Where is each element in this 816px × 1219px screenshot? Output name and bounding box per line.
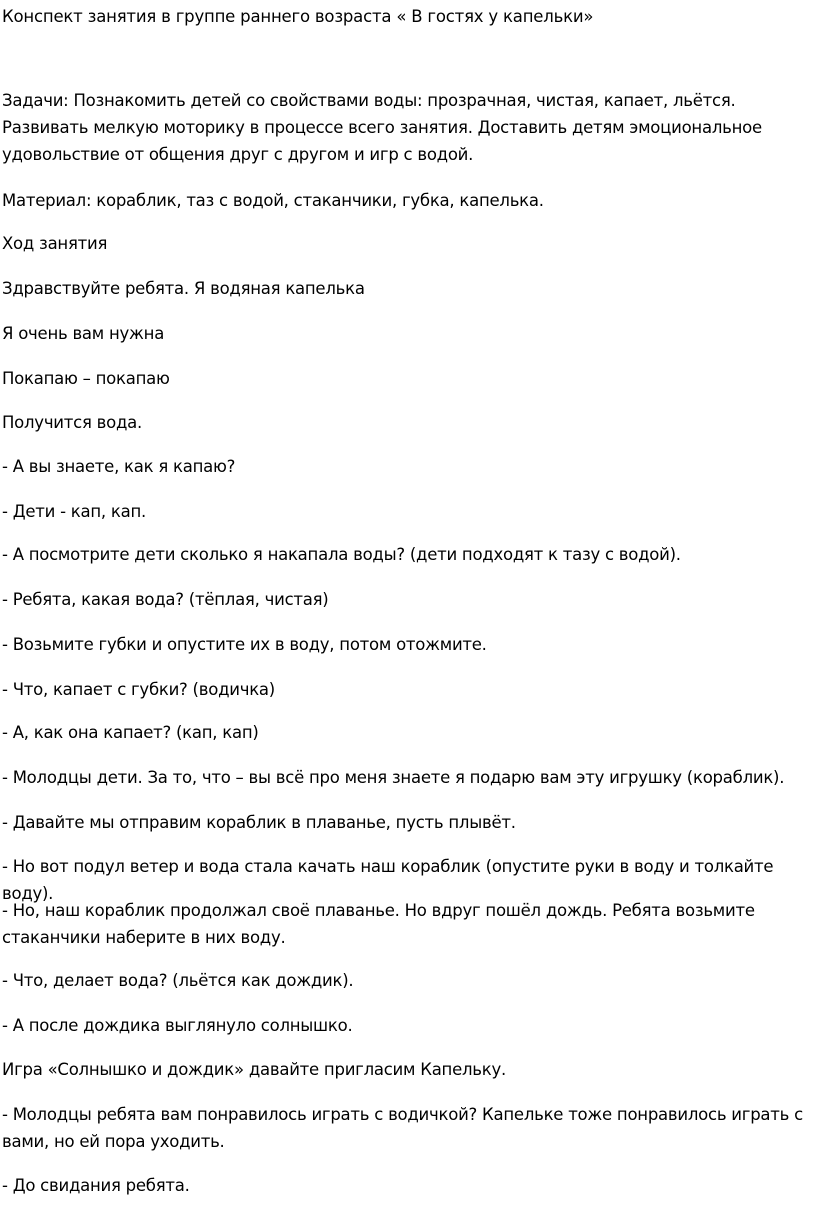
paragraph-line: - А после дождика выглянуло солнышко. [2,1016,353,1035]
paragraph-line: Здравствуйте ребята. Я водяная капелька [2,279,365,298]
paragraph-line: - Молодцы ребята вам понравилось играть с водичкой? Капельке тоже понравилось играть с вами, но ей пора уходить. [2,1105,803,1151]
paragraph-line: - Возьмите губки и опустите их в воду, потом отожмите. [2,635,487,654]
paragraph-line: - Давайте мы отправим кораблик в плаванье, пусть плывёт. [2,813,516,832]
paragraph-line: - А, как она капает? (кап, кап) [2,723,259,742]
paragraph-line: Я очень вам нужна [2,324,165,343]
paragraph-tasks: Задачи: Познакомить детей со свойствами воды: прозрачная, чистая, капает, льётся. Развивать мелкую моторику в процессе всего занятия. Доставить детям эмоциональное удовольствие от общения друг с другом и игр с водой. [2,91,762,164]
document-title: Конспект занятия в группе раннего возраста « В гостях у капельки» [2,7,594,26]
paragraph-line: - Дети - кап, кап. [2,502,146,521]
paragraph-line: - До свидания ребята. [2,1176,190,1195]
paragraph-line: - Что, капает с губки? (водичка) [2,680,275,699]
paragraph-line: Получится вода. [2,413,142,432]
paragraph-line: - Ребята, какая вода? (тёплая, чистая) [2,590,329,609]
paragraph-line: - Что, делает вода? (льётся как дождик). [2,971,354,990]
paragraph-materials: Материал: кораблик, таз с водой, стаканчики, губка, капелька. [2,191,544,210]
paragraph-line: Покапаю – покапаю [2,369,170,388]
paragraph-line: - Молодцы дети. За то, что – вы всё про меня знаете я подарю вам эту игрушку (кораблик). [2,768,785,787]
paragraph-line: - А посмотрите дети сколько я накапала воды? (дети подходят к тазу с водой). [2,545,681,564]
paragraph-line: - А вы знаете, как я капаю? [2,457,236,476]
paragraph-heading-lesson: Ход занятия [2,234,108,253]
paragraph-line: - Но, наш кораблик продолжал своё плаванье. Но вдруг пошёл дождь. Ребята возьмите стаканчики наберите в них воду. [2,901,755,947]
paragraph-game: Игра «Солнышко и дождик» давайте пригласим Капельку. [2,1060,506,1079]
paragraph-line: - Но вот подул ветер и вода стала качать наш кораблик (опустите руки в воду и толкайте воду). [2,857,774,903]
